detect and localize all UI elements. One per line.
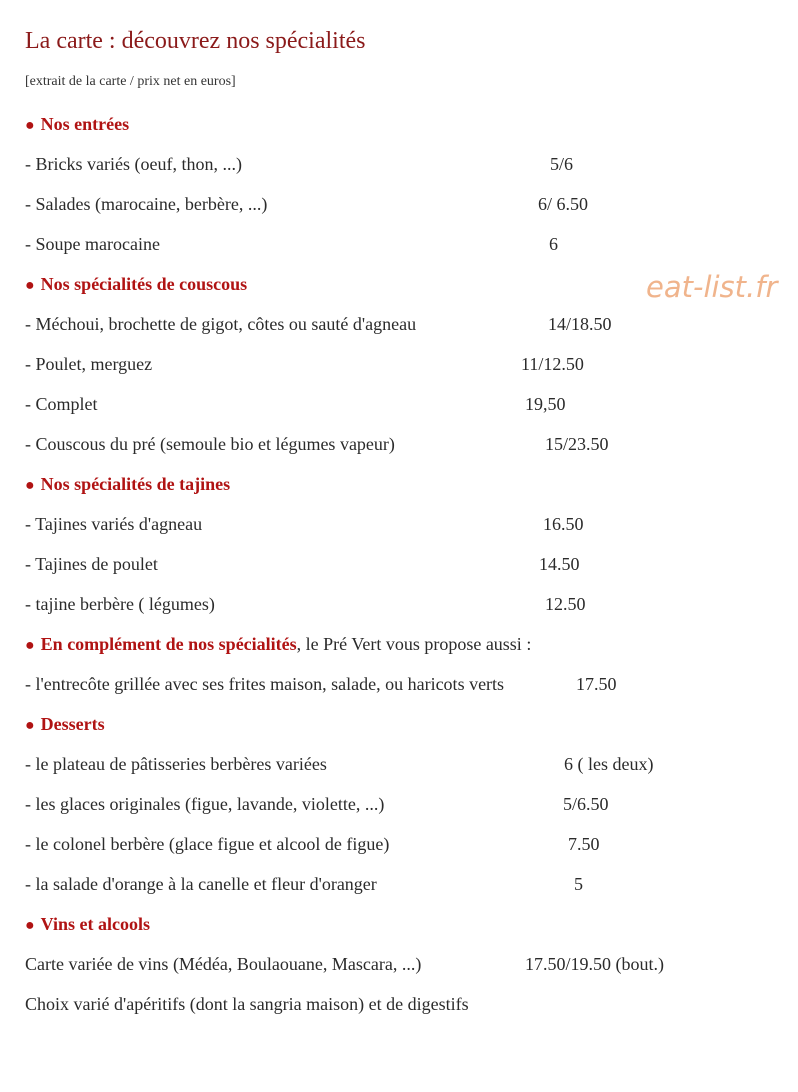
menu-item <box>25 152 574 176</box>
section-heading-entrees: ● Nos entrées <box>25 114 130 134</box>
item-name: Choix varié d'apéritifs (dont la sangria maison) et de digestifs <box>25 994 469 1014</box>
item-price: 15/23.50 <box>545 434 609 454</box>
section-heading-tajines: ● Nos spécialités de tajines <box>25 474 231 494</box>
item-name: - Couscous du pré (semoule bio et légumes vapeur) <box>25 434 395 454</box>
menu-item <box>25 872 583 896</box>
menu-item <box>25 232 558 256</box>
watermark-logo: eat-list.fr <box>646 270 778 304</box>
item-price: 17.50 <box>576 674 617 694</box>
item-price: 5 <box>574 874 583 894</box>
section-heading-complement: ● En complément de nos spécialités, le Pré Vert vous propose aussi : <box>25 634 532 654</box>
item-name: - Tajines de poulet <box>25 554 158 574</box>
page-subtitle: [extrait de la carte / prix net en euros] <box>25 74 236 89</box>
menu-item <box>25 952 664 976</box>
item-price: 19,50 <box>525 394 566 414</box>
item-name: - tajine berbère ( légumes) <box>25 594 215 614</box>
menu-item <box>25 752 654 776</box>
menu-item <box>25 592 586 616</box>
item-name: - les glaces originales (figue, lavande, violette, ...) <box>25 794 385 814</box>
item-price: 6 ( les deux) <box>564 754 654 774</box>
bullet-icon: ● <box>25 477 35 494</box>
item-name: - Méchoui, brochette de gigot, côtes ou sauté d'agneau <box>25 314 417 334</box>
menu-item <box>25 352 584 376</box>
menu-item <box>25 552 580 576</box>
item-name: - l'entrecôte grillée avec ses frites maison, salade, ou haricots verts <box>25 674 505 694</box>
item-price: 12.50 <box>545 594 586 614</box>
bullet-icon: ● <box>25 917 35 934</box>
item-price: 14.50 <box>539 554 580 574</box>
bullet-icon: ● <box>25 717 35 734</box>
bullet-icon: ● <box>25 277 35 294</box>
menu-item <box>25 792 609 816</box>
item-price: 16.50 <box>543 514 584 534</box>
item-name: - Tajines variés d'agneau <box>25 514 203 534</box>
item-name: - Soupe marocaine <box>25 234 160 254</box>
menu-item <box>25 392 566 416</box>
item-price: 5/6 <box>550 154 574 174</box>
section-heading-couscous: ● Nos spécialités de couscous <box>25 274 248 294</box>
section-heading-vins: ● Vins et alcools <box>25 914 150 934</box>
menu-item <box>25 432 609 456</box>
item-name: - Poulet, merguez <box>25 354 153 374</box>
section-heading-rest: , le Pré Vert vous propose aussi : <box>296 634 532 654</box>
item-price: 17.50/19.50 (bout.) <box>525 954 664 974</box>
menu-item <box>25 832 600 856</box>
menu-item <box>25 992 469 1016</box>
item-name: - le plateau de pâtisseries berbères variées <box>25 754 327 774</box>
item-price: 6 <box>549 234 558 254</box>
page-title: La carte : découvrez nos spécialités <box>25 28 366 54</box>
item-price: 6/ 6.50 <box>538 194 589 214</box>
menu-item <box>25 192 589 216</box>
item-price: 14/18.50 <box>548 314 612 334</box>
item-name: - Complet <box>25 394 98 414</box>
item-price: 11/12.50 <box>521 354 584 374</box>
bullet-icon: ● <box>25 637 35 654</box>
item-name: - la salade d'orange à la canelle et fleur d'oranger <box>25 874 377 894</box>
item-name: - Bricks variés (oeuf, thon, ...) <box>25 154 242 174</box>
bullet-icon: ● <box>25 117 35 134</box>
menu-item <box>25 312 612 336</box>
item-name: - le colonel berbère (glace figue et alcool de figue) <box>25 834 390 854</box>
item-price: 5/6.50 <box>563 794 609 814</box>
item-name: Carte variée de vins (Médéa, Boulaouane, Mascara, ...) <box>25 954 422 974</box>
section-heading-desserts: ● Desserts <box>25 714 105 734</box>
menu-item <box>25 512 584 536</box>
item-price: 7.50 <box>568 834 600 854</box>
menu-item <box>25 672 617 696</box>
item-name: - Salades (marocaine, berbère, ...) <box>25 194 268 214</box>
